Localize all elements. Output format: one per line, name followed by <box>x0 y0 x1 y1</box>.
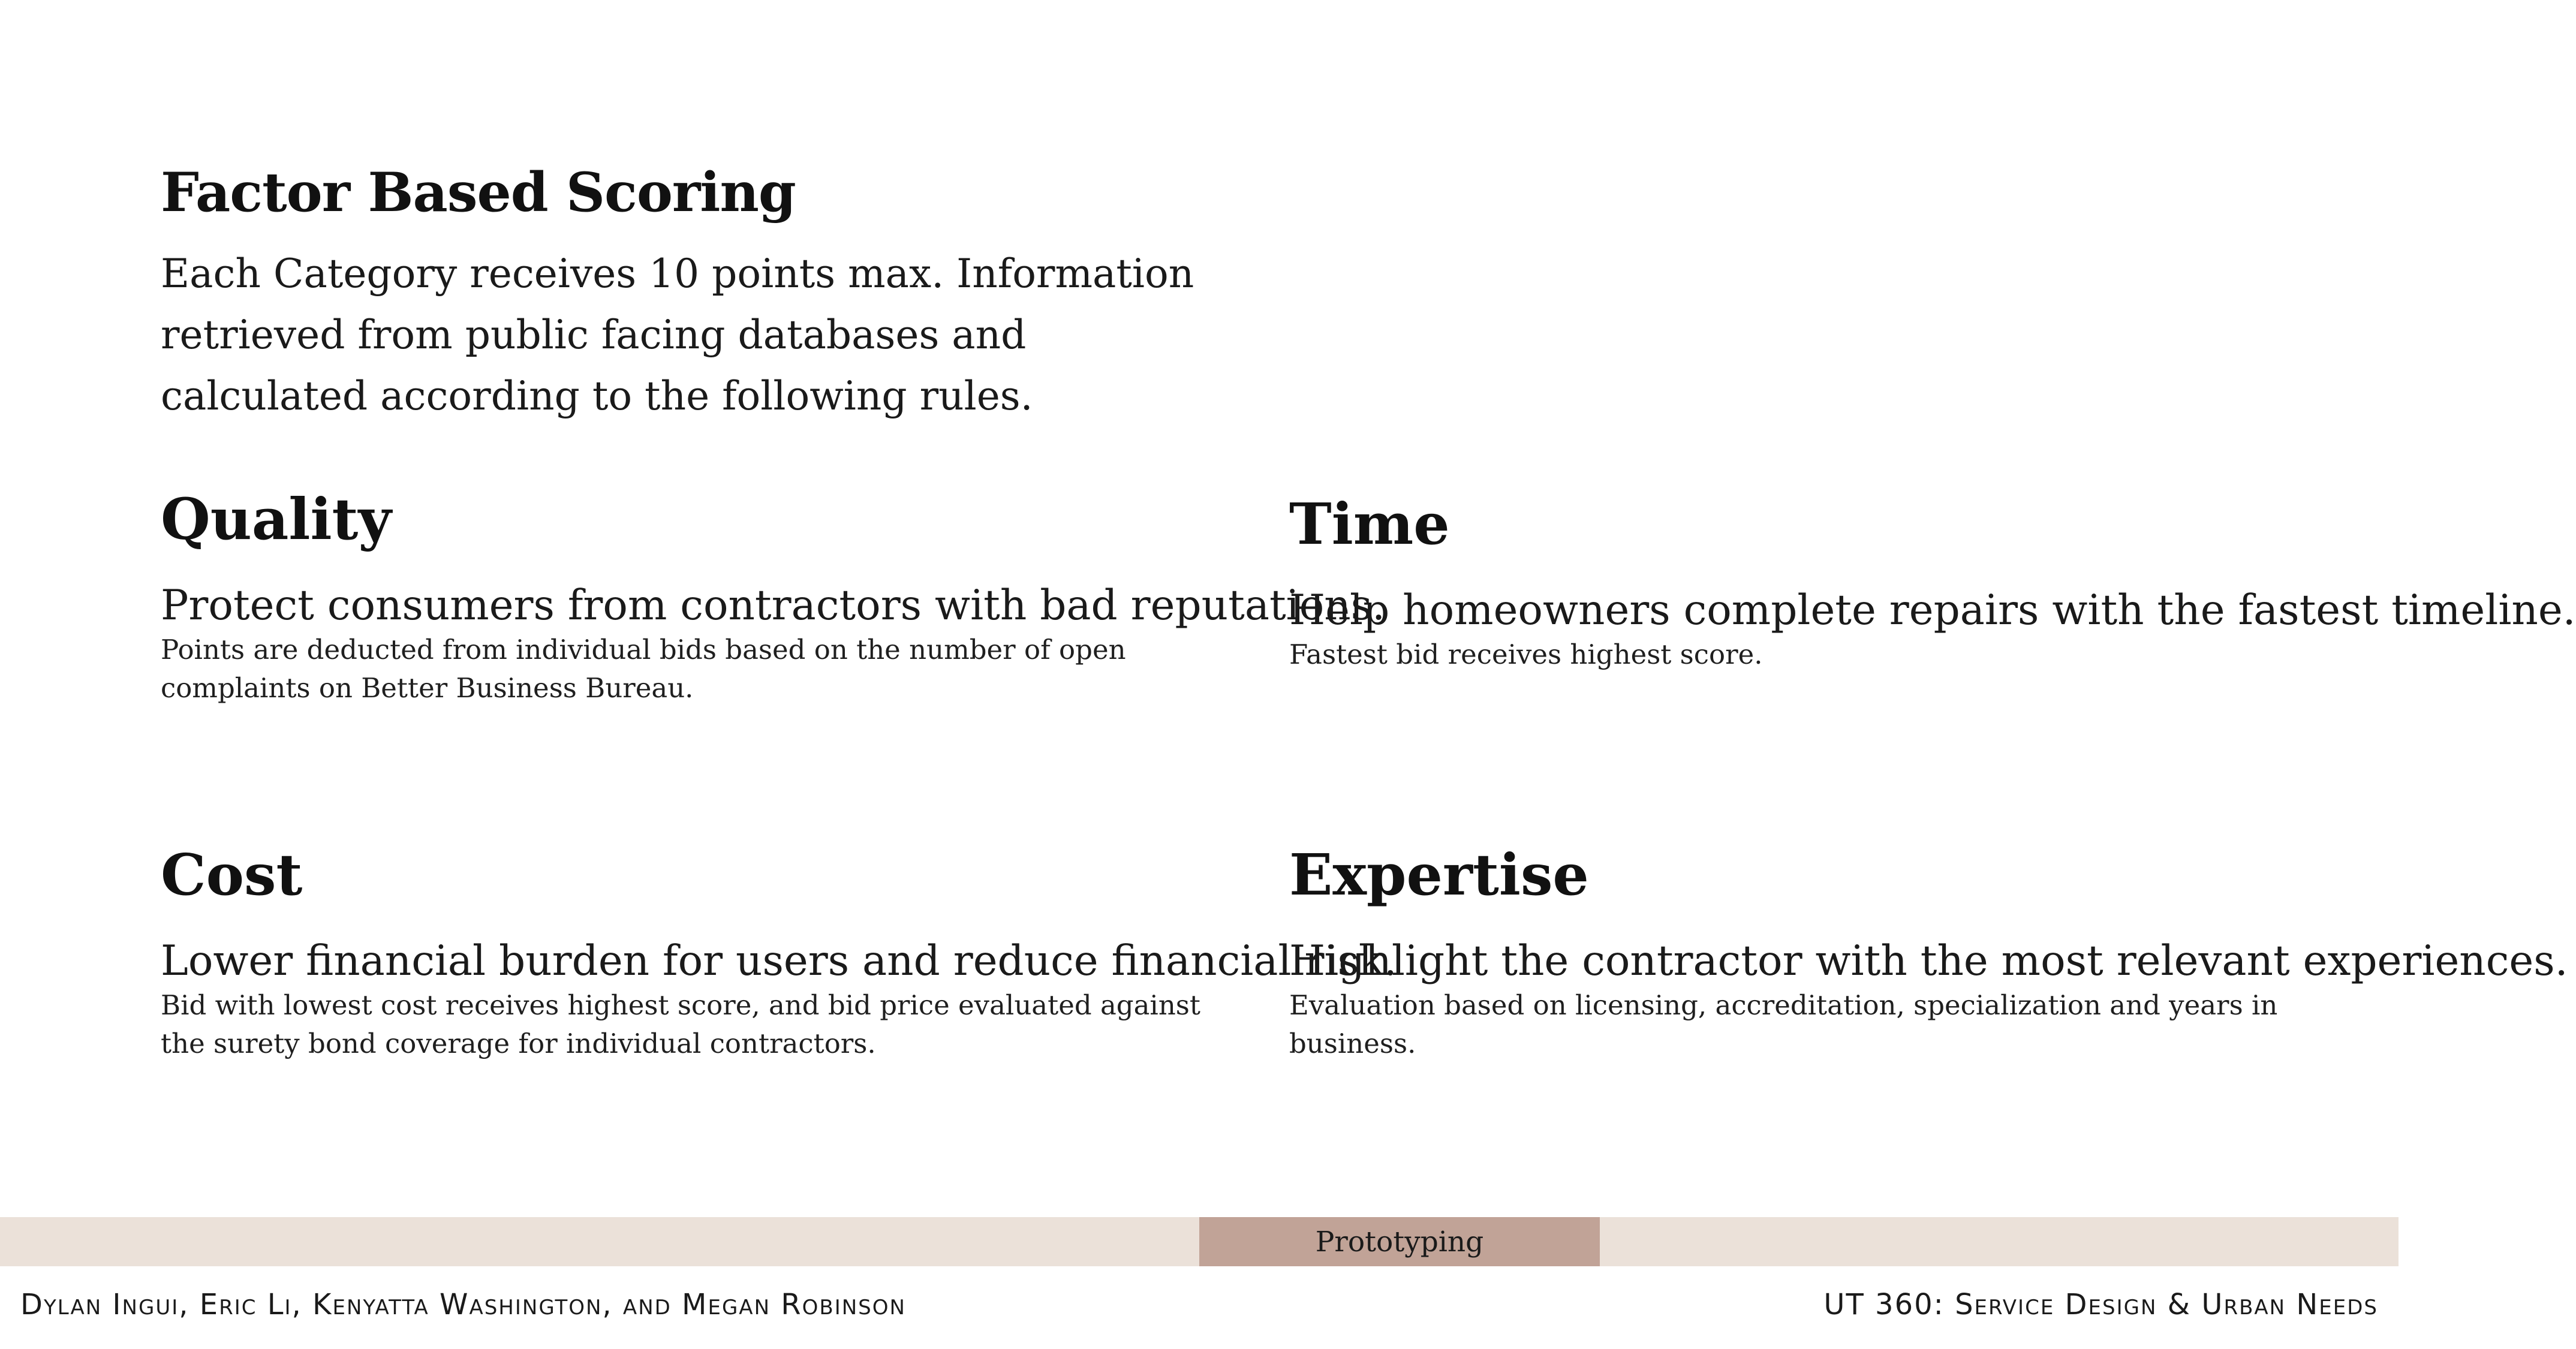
expertise-heading: Expertise <box>1289 842 1589 908</box>
section-tab-prototyping <box>1199 1217 1600 1266</box>
cost-heading: Cost <box>161 842 303 908</box>
expertise-detail: Evaluation based on licensing, accreditation, specialization and years in business. <box>1289 989 2278 1060</box>
slide-title: Factor Based Scoring <box>161 161 796 224</box>
expertise-section <box>1289 842 2568 1063</box>
cost-section <box>161 842 1397 1063</box>
time-lead: Help homeowners complete repairs with the fastest timeline. <box>1289 586 2576 635</box>
cost-detail: Bid with lowest cost receives highest score, and bid price evaluated against the surety bond coverage for individual contractors. <box>161 989 1200 1060</box>
time-section <box>1289 491 2576 674</box>
slide-intro: Each Category receives 10 points max. Information retrieved from public facing databases and calculated according to the following rules. <box>161 251 1194 419</box>
expertise-lead: Highlight the contractor with the most relevant experiences. <box>1289 937 2568 986</box>
section-tab-label: Prototyping <box>1315 1225 1484 1258</box>
footer-authors: Dylan Ingui, Eric Li, Kenyatta Washington, and Megan Robinson <box>20 1288 906 1321</box>
quality-lead: Protect consumers from contractors with bad reputations. <box>161 582 1386 630</box>
footer-course: UT 360: Service Design & Urban Needs <box>1823 1288 2378 1321</box>
time-detail: Fastest bid receives highest score. <box>1289 639 1763 671</box>
cost-lead: Lower financial burden for users and reduce financial risk. <box>161 937 1397 986</box>
quality-detail: Points are deducted from individual bids based on the number of open complaints on Better Business Bureau. <box>161 634 1126 704</box>
quality-heading: Quality <box>161 486 392 553</box>
time-heading: Time <box>1289 491 1450 558</box>
